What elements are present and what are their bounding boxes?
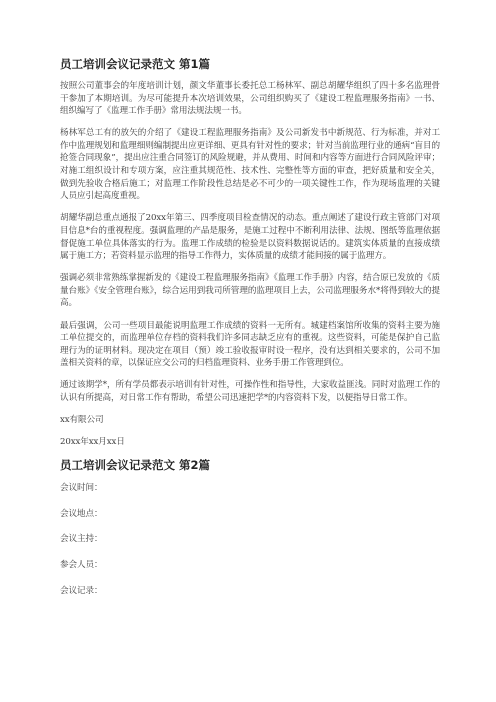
paragraph-5: 最后强调，公司一些项目最能说明监理工作成绩的资料一无所有。城建档案馆所收集的资料主要为施工单位提交的，而监理单位存档的资料我们许多同志缺乏应有的重视。这些资料，可能是保护自己监理行为的证明材料。现决定在项目（预）竣工验收报审时设一程序，没有达到相关要求的，公司不加盖相关资料的章，以保证应交公司的归档监理资料、业务手册工作管理到位。 [60, 320, 440, 369]
meeting-host-field: 会议主持： [60, 534, 103, 545]
paragraph-3: 胡耀华副总重点通报了20xx年第三、四季度项目检查情况的动态。重点阐述了建设行政主管部门对项目信息*台的重视程度。强调监理的产品是服务，是施工过程中不断利用法律、法规、图纸等监理依据督促施工单位具体落实的行为。监理工作成绩的检验是以资料数据说话的。建筑实体质量的直接成绩属于施工方；若资料显示监理的指导工作得力，实体质量的成绩才能间接的属于监理方。 [60, 213, 440, 262]
meeting-time-field: 会议时间： [60, 483, 103, 494]
meeting-record-field: 会议记录： [60, 585, 103, 596]
paragraph-2: 杨林军总工有的放矢的介绍了《建设工程监理服务指南》及公司新发书中新规范、行为标准，并对工作中监理规划和监理细则编制提出应更详细、更具有针对性的要求；针对当前监理行业的通病“盲目的抢签合同现象”，提出应注重合同签订的风险规避，并从费用、时间和内容等方面进行合同风险评审；对施工组织设计和专项方案，应注重其规范性、技术性、完整性等方面的审查，把好质量和安全关，做到先验收合格后施工；对监理工作阶段性总结是必不可少的一项关键性工作，作为现场监理的关键人员应引起高度重视。 [60, 128, 440, 202]
section-2-title: 员工培训会议记录范文 第2篇 [60, 458, 211, 473]
paragraph-1: 按照公司董事会的年度培训计划，颜文华董事长委托总工杨林军、副总胡耀华组织了四十多名监理骨干参加了本期培训。为尽可能提升本次培训效果，公司组织购买了《建设工程监理服务指南》一书、组织编写了《监理工作手册》常用法规法规一书。 [60, 81, 440, 117]
paragraph-6: 通过该期学*，所有学员都表示培训有针对性，可操作性和指导性，大家收益匪浅。同时对监理工作的认识有所提高，对日常工作有帮助，希望公司迅速把学*的内容资料下发，以便指导日常工作。 [60, 380, 440, 403]
document-page [60, 57, 440, 610]
section-1-title: 员工培训会议记录范文 第1篇 [60, 57, 211, 71]
company-name: xx有限公司 [60, 415, 104, 426]
document-date: 20xx年xx月xx日 [60, 437, 125, 448]
meeting-location-field: 会议地点： [60, 508, 103, 519]
attendees-field: 参会人员： [60, 560, 103, 571]
paragraph-4: 强调必须非常熟练掌握新发的《建设工程监理服务指南》《监理工作手册》内容，结合原已发放的《质量台账》《安全管理台账》，综合运用到我司所管理的监理项目上去，公司监理服务水*将得到较大的提高。 [60, 273, 440, 309]
